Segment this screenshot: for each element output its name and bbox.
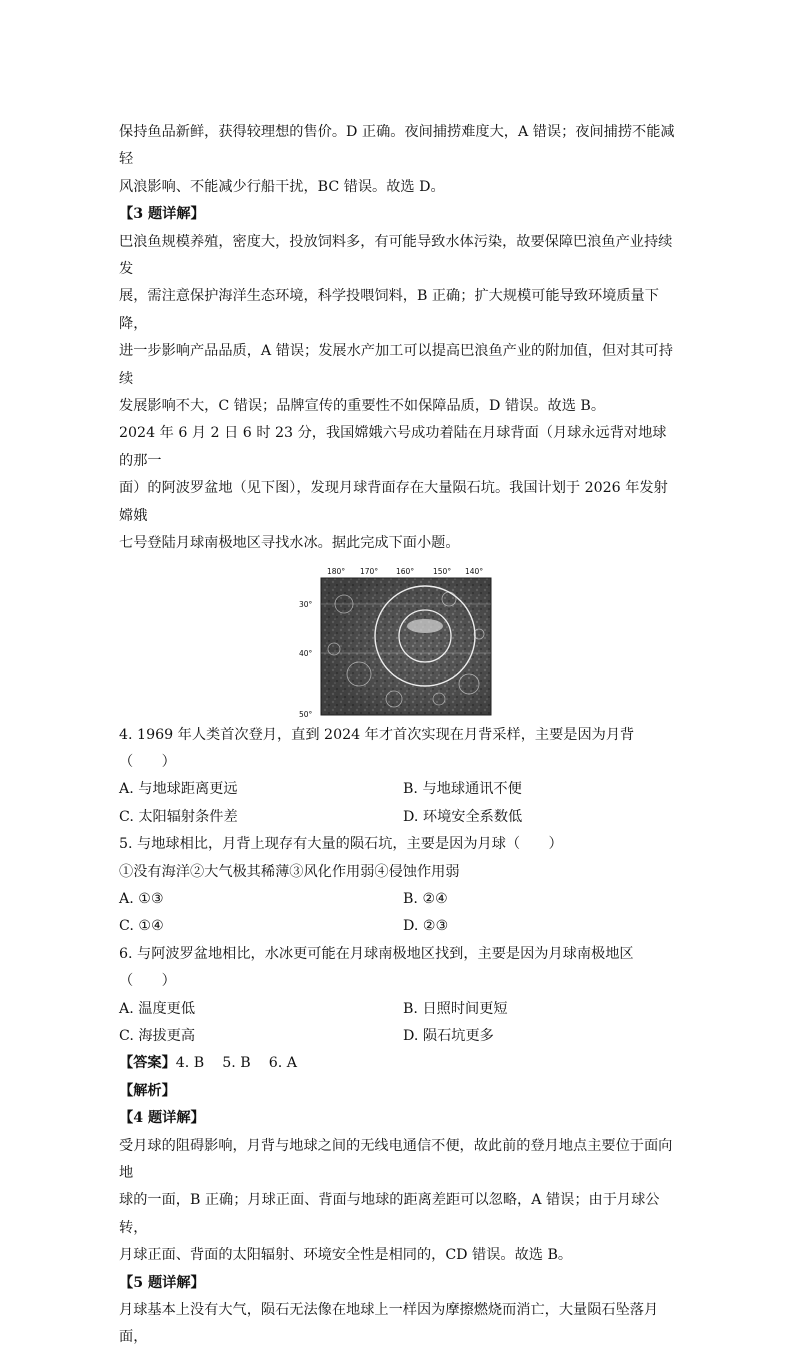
q5-options-row — [119, 886, 679, 913]
text-line: 球的一面，B 正确；月球正面、背面与地球的距离差距可以忽略，A 错误；由于月球公转， — [119, 1192, 660, 1236]
option-c: C. 太阳辐射条件差 — [119, 808, 238, 825]
q5-options-row — [119, 913, 679, 940]
text-line: 风浪影响、不能减少行船干扰，BC 错误。故选 D。 — [119, 178, 445, 195]
intro-line: 面）的阿波罗盆地（见下图），发现月球背面存在大量陨石坑。我国计划于 2026 年发射嫦娥 — [119, 480, 668, 524]
option-d: D. 环境安全系数低 — [403, 808, 523, 825]
q6-options-row — [119, 1023, 679, 1050]
q5-heading: 【5 题详解】 — [119, 1274, 205, 1291]
option-a: A. ①③ — [119, 890, 164, 907]
q5-stem: 5. 与地球相比，月背上现存有大量的陨石坑，主要是因为月球（ ） — [119, 836, 563, 853]
text-line: 保持鱼品新鲜，获得较理想的售价。D 正确。夜间捕捞难度大，A 错误；夜间捕捞不能减轻 — [119, 124, 675, 168]
document-content — [119, 119, 679, 1352]
lon-label: 180° — [327, 566, 346, 576]
lat-label: 50° — [299, 709, 313, 718]
option-b: B. 日照时间更短 — [403, 1000, 508, 1017]
answer-label: 【答案】 — [119, 1055, 176, 1072]
text-line: 发展影响不大，C 错误；品牌宣传的重要性不如保障品质，D 错误。故选 B。 — [119, 398, 606, 415]
intro-line: 2024 年 6 月 2 日 6 时 23 分，我国嫦娥六号成功着陆在月球背面（月球永远背对地球的那一 — [119, 425, 667, 469]
lat-label: 40° — [299, 648, 313, 658]
text-line: 受月球的阻碍影响，月背与地球之间的无线电通信不便，故此前的登月地点主要位于面向地 — [119, 1137, 673, 1181]
text-line: 月球正面、背面的太阳辐射、环境安全性是相同的，CD 错误。故选 B。 — [119, 1247, 573, 1264]
q6-options-row — [119, 996, 679, 1023]
text-line: 巴浪鱼规模养殖，密度大，投放饲料多，有可能导致水体污染，故要保障巴浪鱼产业持续发 — [119, 233, 673, 278]
q4-stem: 4. 1969 年人类首次登月，直到 2024 年才首次实现在月背采样，主要是因为月背（ ） — [119, 726, 635, 770]
option-d: D. ②③ — [403, 918, 449, 935]
text-line: 进一步影响产品品质，A 错误；发展水产加工可以提高巴浪鱼产业的附加值，但对其可持续 — [119, 343, 673, 387]
option-c: C. 海拔更高 — [119, 1027, 196, 1044]
q4-options-row — [119, 776, 679, 803]
q3-heading: 【3 题详解】 — [119, 206, 205, 223]
landing-site-mark — [407, 619, 443, 633]
option-a: A. 与地球距离更远 — [119, 781, 238, 798]
lon-label: 170° — [360, 566, 379, 576]
q5-sub-items: ①没有海洋②大气极其稀薄③风化作用弱④侵蚀作用弱 — [119, 863, 460, 880]
text-line: 展，需注意保护海洋生态环境，科学投喂饲料，B 正确；扩大规模可能导致环境质量下降， — [119, 288, 659, 332]
answer-6: 6. A — [268, 1055, 298, 1072]
option-d: D. 陨石坑更多 — [403, 1027, 494, 1044]
lon-label: 160° — [396, 566, 415, 576]
lat-label: 30° — [299, 599, 313, 609]
text-line: 月球基本上没有大气，陨石无法像在地球上一样因为摩擦燃烧而消亡，大量陨石坠落月面， — [119, 1302, 659, 1346]
option-a: A. 温度更低 — [119, 1000, 196, 1017]
intro-line: 七号登陆月球南极地区寻找水冰。据此完成下面小题。 — [119, 535, 460, 552]
answer-line — [119, 1050, 679, 1077]
option-b: B. ②④ — [403, 890, 448, 907]
analysis-heading: 【解析】 — [119, 1082, 176, 1099]
figure-wrap — [119, 558, 679, 722]
q4-options-row — [119, 804, 679, 831]
lunar-map-figure — [299, 564, 499, 718]
answer-4: 4. B — [175, 1055, 205, 1072]
answer-5: 5. B — [222, 1055, 251, 1072]
lon-label: 140° — [465, 566, 484, 576]
q4-heading: 【4 题详解】 — [119, 1110, 205, 1127]
option-b: B. 与地球通讯不便 — [403, 781, 522, 798]
lon-label: 150° — [433, 566, 452, 576]
option-c: C. ①④ — [119, 918, 164, 935]
q6-stem: 6. 与阿波罗盆地相比，水冰更可能在月球南极地区找到，主要是因为月球南极地区（ ） — [119, 945, 634, 990]
